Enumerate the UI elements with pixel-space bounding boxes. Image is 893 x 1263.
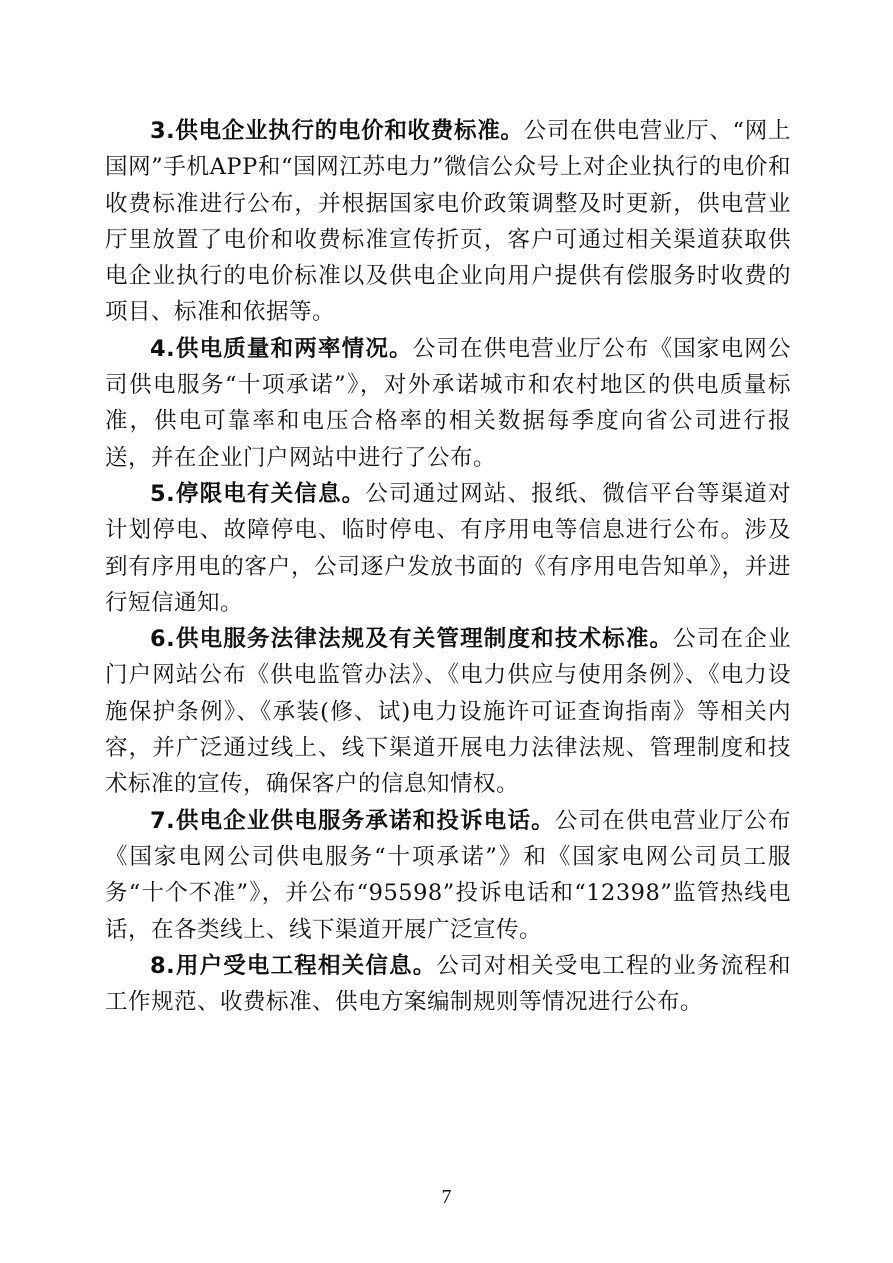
paragraph-heading: 5.停限电有关信息。 (150, 480, 366, 507)
paragraph-service-commitment (105, 803, 791, 948)
paragraph-text: 公司对相关受电工程的业务流程和工作规范、收费标准、供电方案编制规则等情况进行公布。 (105, 952, 791, 1016)
paragraph-heading: 6.供电服务法律法规及有关管理制度和技术标准。 (150, 626, 674, 653)
document-body (105, 113, 791, 1020)
paragraph-receiving-project (105, 948, 791, 1021)
paragraph-heading: 4.供电质量和两率情况。 (150, 335, 413, 362)
paragraph-text: 公司在供电营业厅公布《国家电网公司供电服务“十项承诺”》，对外承诺城市和农村地区的供电质量标准，供电可靠率和电压合格率的相关数据每季度向省公司进行报送，并在企业门户网站中进行了公布。 (105, 335, 791, 471)
paragraph-text: 公司在供电营业厅、“网上国网”手机APP和“国网江苏电力”微信公众号上对企业执行的电价和收费标准进行公布，并根据国家电价政策调整及时更新，供电营业厅里放置了电价和收费标准宣传折页，客户可通过相关渠道获取供电企业执行的电价标准以及供电企业向用户提供有偿服务时收费的项目、标准和依据等。 (105, 118, 791, 326)
paragraph-power-outage (105, 476, 791, 621)
paragraph-heading: 8.用户受电工程相关信息。 (150, 952, 437, 979)
paragraph-laws-regulations (105, 621, 791, 802)
paragraph-text: 公司通过网站、报纸、微信平台等渠道对计划停电、故障停电、临时停电、有序用电等信息进行公布。涉及到有序用电的客户，公司逐户发放书面的《有序用电告知单》，并进行短信通知。 (105, 480, 791, 616)
paragraph-supply-quality (105, 331, 791, 476)
paragraph-heading: 3.供电企业执行的电价和收费标准。 (150, 118, 524, 144)
paragraph-text: 公司在企业门户网站公布《供电监管办法》、《电力供应与使用条例》、《电力设施保护条例》、《承装(修、试)电力设施许可证查询指南》等相关内容，并广泛通过线上、线下渠道开展电力法律法规、管理制度和技术标准的宣传，确保客户的信息知情权。 (105, 626, 791, 798)
paragraph-heading: 7.供电企业供电服务承诺和投诉电话。 (150, 807, 555, 834)
paragraph-text: 公司在供电营业厅公布《国家电网公司供电服务“十项承诺”》和《国家电网公司员工服务“十个不准”》，并公布“95598”投诉电话和“12398”监管热线电话，在各类线上、线下渠道开展广泛宣传。 (105, 807, 791, 943)
paragraph-electricity-price (105, 113, 791, 331)
page-number: 7 (441, 1186, 452, 1208)
